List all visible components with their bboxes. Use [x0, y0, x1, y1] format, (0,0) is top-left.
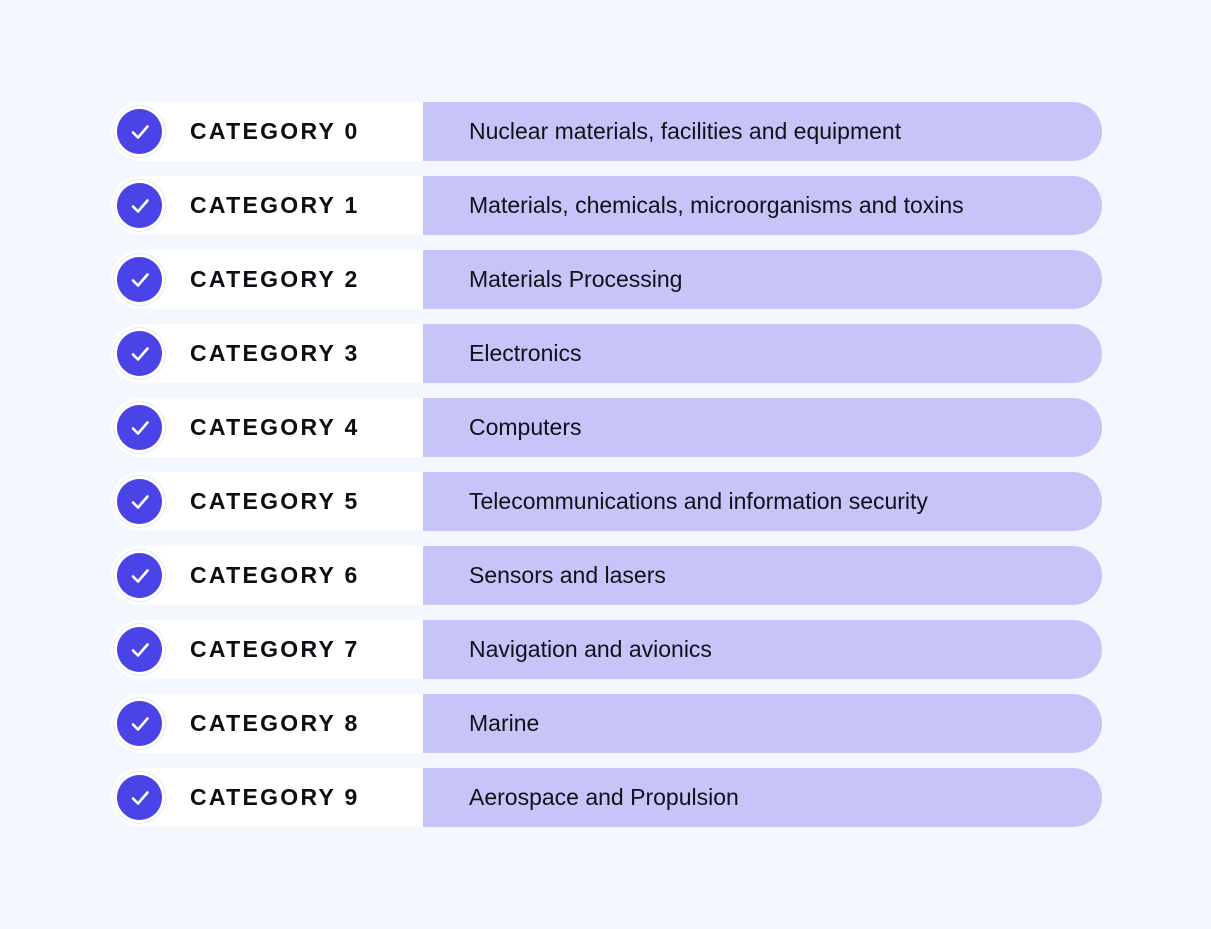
category-description-cell [423, 620, 1102, 679]
category-label: CATEGORY 2 [190, 266, 360, 292]
category-label-cell [111, 768, 423, 827]
check-circle-icon [114, 772, 165, 823]
category-label: CATEGORY 4 [190, 414, 360, 440]
category-label-cell [111, 250, 423, 309]
check-circle-icon [114, 402, 165, 453]
category-description-cell [423, 398, 1102, 457]
category-description-cell [423, 694, 1102, 753]
category-description-cell [423, 768, 1102, 827]
check-circle-icon [114, 550, 165, 601]
check-circle-icon [114, 254, 165, 305]
category-description: Computers [469, 414, 582, 440]
check-circle-icon [114, 624, 165, 675]
category-label-cell [111, 398, 423, 457]
category-label: CATEGORY 6 [190, 562, 360, 588]
category-row [111, 546, 1102, 605]
category-row [111, 176, 1102, 235]
check-circle-icon [114, 106, 165, 157]
category-description: Materials, chemicals, microorganisms and toxins [469, 192, 964, 218]
category-label: CATEGORY 9 [190, 784, 360, 810]
category-row [111, 250, 1102, 309]
category-label: CATEGORY 5 [190, 488, 360, 514]
category-label-cell [111, 694, 423, 753]
category-label: CATEGORY 1 [190, 192, 360, 218]
category-label: CATEGORY 0 [190, 118, 360, 144]
check-circle-icon [114, 698, 165, 749]
category-list [111, 102, 1102, 827]
category-description-cell [423, 250, 1102, 309]
category-row [111, 398, 1102, 457]
category-description-cell [423, 176, 1102, 235]
category-label-cell [111, 620, 423, 679]
category-description-cell [423, 324, 1102, 383]
category-description: Telecommunications and information security [469, 488, 928, 514]
category-row [111, 324, 1102, 383]
category-description-cell [423, 102, 1102, 161]
category-description: Electronics [469, 340, 582, 366]
category-label-cell [111, 472, 423, 531]
category-label: CATEGORY 8 [190, 710, 360, 736]
category-label-cell [111, 176, 423, 235]
category-description: Aerospace and Propulsion [469, 784, 739, 810]
check-circle-icon [114, 476, 165, 527]
category-description: Nuclear materials, facilities and equipment [469, 118, 902, 144]
category-description: Materials Processing [469, 266, 683, 292]
category-row [111, 102, 1102, 161]
category-description: Marine [469, 710, 540, 736]
category-row [111, 768, 1102, 827]
category-label: CATEGORY 7 [190, 636, 360, 662]
category-row [111, 472, 1102, 531]
category-description-cell [423, 546, 1102, 605]
category-description-cell [423, 472, 1102, 531]
check-circle-icon [114, 328, 165, 379]
category-row [111, 694, 1102, 753]
category-label: CATEGORY 3 [190, 340, 360, 366]
category-description: Navigation and avionics [469, 636, 712, 662]
category-label-cell [111, 102, 423, 161]
category-label-cell [111, 546, 423, 605]
check-circle-icon [114, 180, 165, 231]
category-row [111, 620, 1102, 679]
category-label-cell [111, 324, 423, 383]
category-description: Sensors and lasers [469, 562, 666, 588]
